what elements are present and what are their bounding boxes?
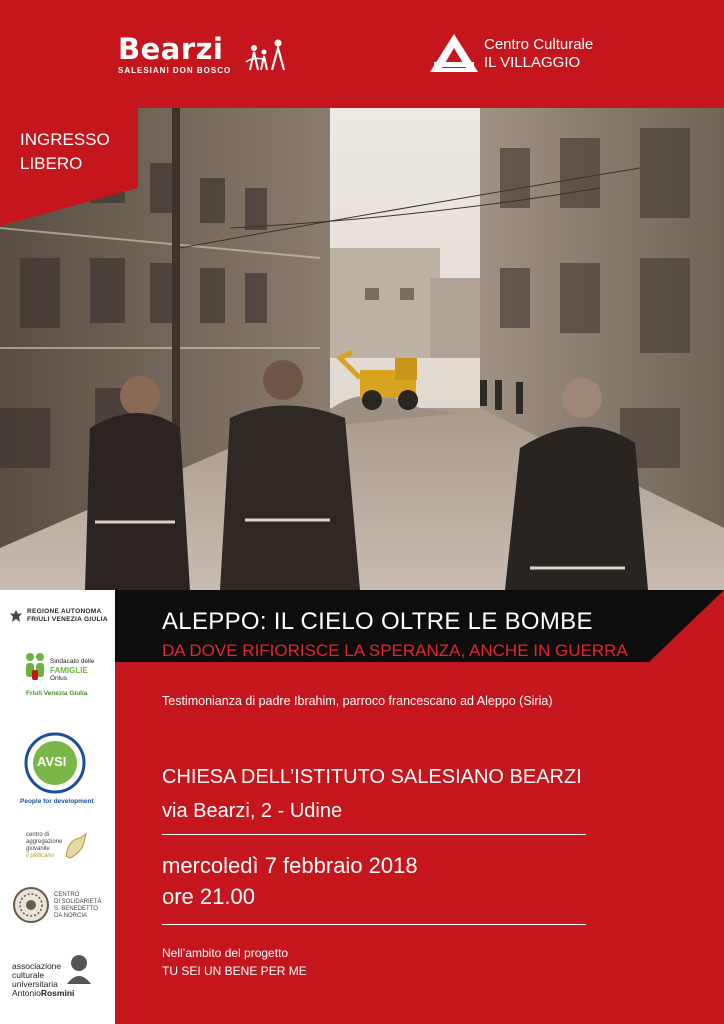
testimony-text: Testimonianza di padre Ibrahim, parroco francescano ad Aleppo (Siria): [162, 694, 553, 708]
venue-address: via Bearzi, 2 - Udine: [162, 800, 343, 822]
famiglie-logo-icon: [22, 652, 48, 682]
bearzi-logo: [118, 34, 231, 75]
avsi-name: AVSI: [37, 754, 67, 769]
pellicano-line3: giovanile: [26, 846, 50, 852]
pellicano-bird-icon: [62, 830, 90, 860]
bearzi-figures-icon: [244, 36, 294, 72]
regione-line2: FRIULI VENEZIA GIULIA: [27, 616, 108, 623]
event-title: ALEPPO: IL CIELO OLTRE LE BOMBE: [162, 608, 593, 635]
rosmini-line3: universitaria: [12, 979, 58, 989]
rosmini-line4: Antonio: [12, 988, 41, 998]
header-bar: [0, 0, 724, 108]
sponsor-sidebar: [0, 590, 115, 1024]
famiglie-line3: Onlus: [50, 675, 67, 682]
benedetto-logo-text: [54, 892, 101, 920]
rosmini-line4-wrap: [12, 989, 74, 998]
rosmini-line5: Rosmini: [40, 988, 75, 998]
famiglie-line4: Friuli Venezia Giulia: [26, 690, 88, 697]
divider-2: [162, 924, 586, 925]
famiglie-line1: Sindacato delle: [50, 658, 95, 665]
regione-logo-text: [27, 608, 108, 624]
villaggio-logo-icon: [428, 32, 480, 74]
villaggio-line1: Centro Culturale: [484, 36, 594, 53]
famiglie-line2: FAMIGLIE: [50, 666, 88, 675]
benedetto-line1: CENTRO: [54, 892, 80, 898]
avsi-tagline: People for development: [20, 798, 94, 805]
venue-name: CHIESA DELL’ISTITUTO SALESIANO BEARZI: [162, 766, 582, 788]
project-intro: Nell’ambito del progetto: [162, 946, 289, 960]
benedetto-seal-icon: [12, 886, 50, 924]
free-entry-line1: INGRESSO: [20, 130, 110, 149]
villaggio-line2: IL VILLAGGIO: [484, 54, 581, 71]
divider-1: [162, 834, 586, 835]
regione-line1: REGIONE AUTONOMA: [27, 608, 102, 615]
regione-eagle-icon: [8, 608, 24, 624]
pellicano-logo-text: [26, 832, 62, 860]
event-date: mercoledì 7 febbraio 2018: [162, 853, 418, 878]
rosmini-portrait-icon: [64, 952, 94, 984]
pellicano-line2: aggregazione: [26, 839, 63, 845]
famiglie-logo-text: [50, 658, 94, 683]
free-entry-text: [20, 128, 110, 176]
event-time: ore 21.00: [162, 884, 255, 909]
free-entry-line2: LIBERO: [20, 154, 83, 173]
benedetto-line4: DA NORCIA: [54, 913, 88, 919]
event-subtitle: DA DOVE RIFIORISCE LA SPERANZA, ANCHE IN GUERRA: [162, 641, 628, 660]
rosmini-line2: culturale: [12, 970, 45, 980]
villaggio-name: [484, 36, 593, 72]
benedetto-line3: S. BENEDETTO: [54, 906, 98, 912]
pellicano-line1: centro di: [26, 832, 50, 838]
bearzi-subtitle: SALESIANI DON BOSCO: [118, 66, 232, 75]
pellicano-line4: il pellicano: [26, 853, 55, 859]
rosmini-line1: associazione: [12, 961, 62, 971]
project-name: TU SEI UN BENE PER ME: [162, 964, 307, 978]
benedetto-line2: DI SOLIDARIETÀ: [54, 899, 102, 905]
bearzi-name: Bearzi: [118, 32, 224, 66]
